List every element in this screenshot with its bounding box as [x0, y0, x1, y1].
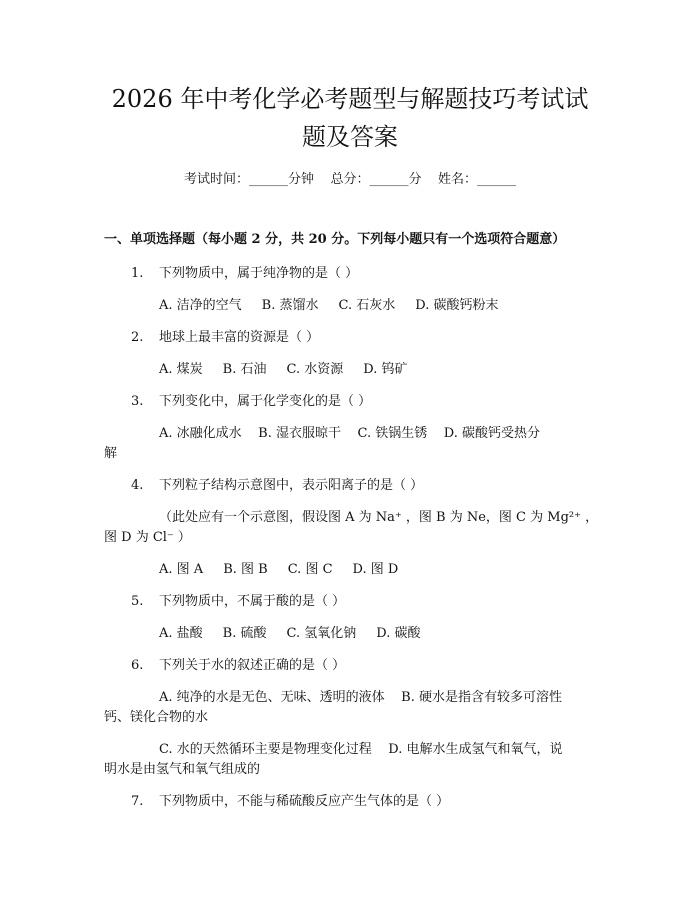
- option-c[interactable]: C. 水资源: [286, 362, 344, 377]
- question-6-options-cd[interactable]: C. 水的天然循环主要是物理变化过程 D. 电解水生成氢气和氧气，说: [159, 742, 563, 757]
- question-4-note-line-2: 图 D 为 Cl⁻ ）: [104, 530, 191, 545]
- question-4-note-line-1: （此处应有一个示意图，假设图 A 为 Na⁺ ，图 B 为 Ne，图 C 为 Mg²⁺ ，: [159, 510, 599, 525]
- question-number: 5.: [131, 594, 144, 609]
- option-d[interactable]: D. 碳酸钙粉末: [415, 298, 499, 313]
- section-heading-single-choice: 一、单项选择题（每小题 2 分，共 20 分。下列每小题只有一个选项符合题意）: [104, 232, 566, 247]
- question-3: [131, 390, 371, 409]
- question-6-options-ab[interactable]: A. 纯净的水是无色、无味、透明的液体 B. 硬水是指含有较多可溶性: [159, 690, 563, 705]
- option-b[interactable]: B. 蒸馏水: [261, 298, 319, 313]
- option-a[interactable]: A. 盐酸: [159, 626, 203, 641]
- exam-info-line: 考试时间：______分钟 总分：______分 姓名：______: [183, 172, 517, 187]
- question-number: 1.: [131, 266, 144, 281]
- option-d[interactable]: D. 图 D: [352, 562, 399, 577]
- question-text: 下列粒子结构示意图中，表示阳离子的是（ ）: [159, 478, 424, 493]
- option-d[interactable]: D. 钨矿: [363, 362, 408, 377]
- question-1-options: [159, 294, 498, 313]
- question-text: 下列变化中，属于化学变化的是（ ）: [159, 394, 372, 409]
- question-number: 4.: [131, 478, 144, 493]
- option-a[interactable]: A. 洁净的空气: [159, 298, 242, 313]
- question-5-options: [159, 622, 420, 641]
- question-2-options: [159, 358, 407, 377]
- option-c[interactable]: C. 图 C: [287, 562, 333, 577]
- question-6: [131, 654, 345, 673]
- question-5: [131, 590, 345, 609]
- question-7: [131, 790, 449, 809]
- question-text: 下列物质中，不属于酸的是（ ）: [159, 594, 346, 609]
- option-a[interactable]: A. 煤炭: [159, 362, 203, 377]
- option-c[interactable]: C. 氢氧化钠: [286, 626, 357, 641]
- option-d[interactable]: D. 碳酸: [376, 626, 421, 641]
- option-b[interactable]: B. 硫酸: [222, 626, 267, 641]
- page-title-line-2: 题及答案: [302, 123, 398, 151]
- question-2: [131, 326, 319, 345]
- question-4-options: [159, 558, 398, 577]
- question-text: 下列物质中，属于纯净物的是（ ）: [159, 266, 359, 281]
- question-number: 2.: [131, 330, 144, 345]
- page-title-line-1: 2026 年中考化学必考题型与解题技巧考试试: [111, 85, 589, 113]
- option-b[interactable]: B. 图 B: [223, 562, 268, 577]
- question-6-options-ab-wrap: 钙、镁化合物的水: [104, 710, 209, 725]
- option-b[interactable]: B. 石油: [222, 362, 267, 377]
- question-number: 3.: [131, 394, 144, 409]
- question-3-options-wrap: 解: [104, 446, 118, 461]
- question-text: 下列物质中，不能与稀硫酸反应产生气体的是（ ）: [159, 794, 450, 809]
- option-c[interactable]: C. 石灰水: [338, 298, 396, 313]
- question-text: 下列关于水的叙述正确的是（ ）: [159, 658, 346, 673]
- question-4: [131, 474, 423, 493]
- option-a[interactable]: A. 图 A: [159, 562, 204, 577]
- question-number: 6.: [131, 658, 144, 673]
- question-6-options-cd-wrap: 明水是由氢气和氧气组成的: [104, 762, 261, 777]
- question-3-options[interactable]: A. 冰融化成水 B. 湿衣服晾干 C. 铁锅生锈 D. 碳酸钙受热分: [159, 426, 541, 441]
- question-text: 地球上最丰富的资源是（ ）: [159, 330, 320, 345]
- question-1: [131, 262, 358, 281]
- question-number: 7.: [131, 794, 144, 809]
